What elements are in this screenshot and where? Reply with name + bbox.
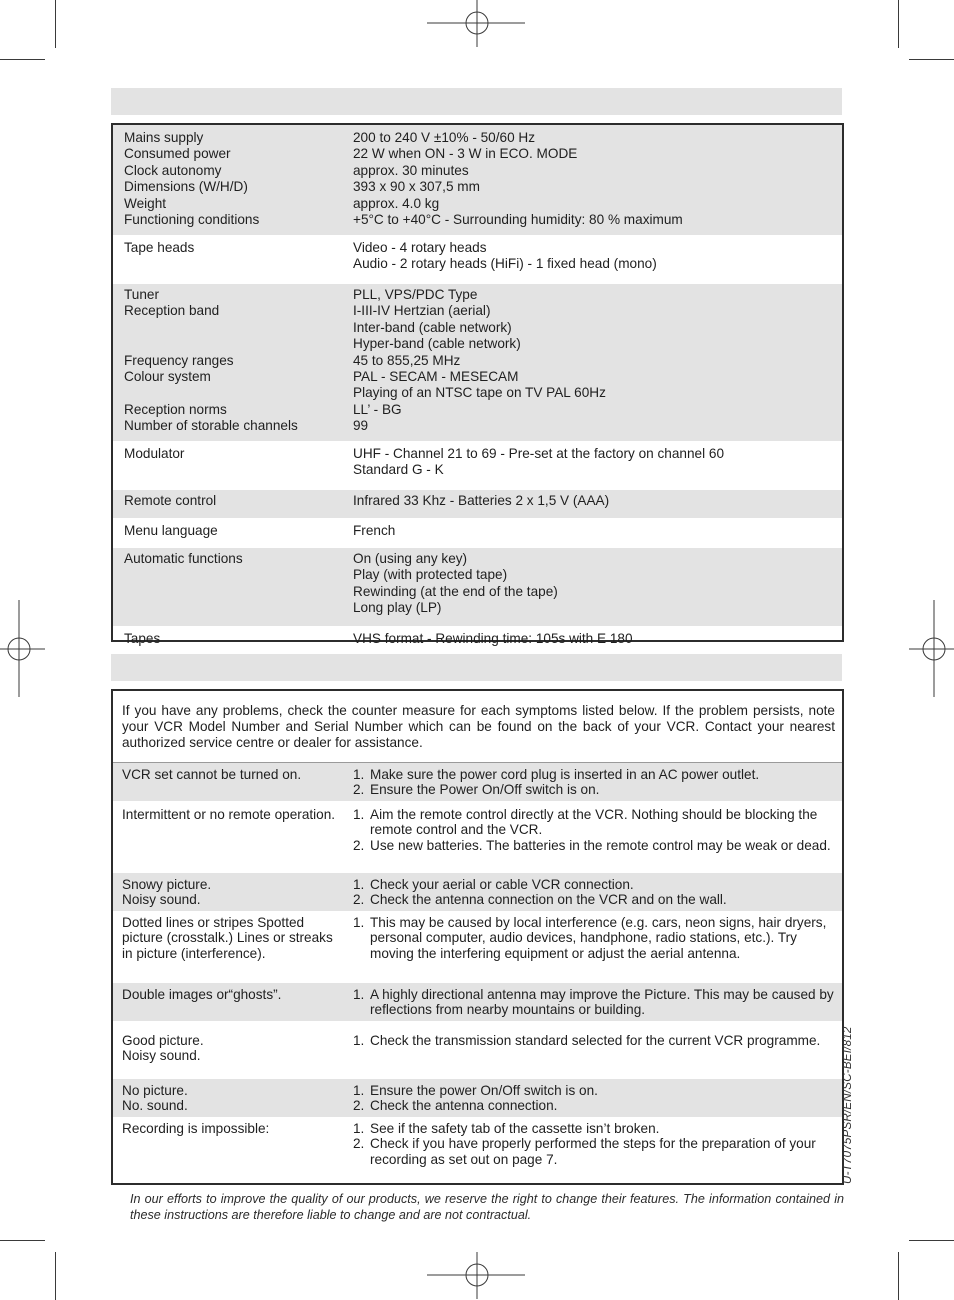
solution-item bbox=[353, 1136, 837, 1167]
symptom-text: Double images or“ghosts”. bbox=[122, 986, 282, 1002]
troubleshooting-intro: If you have any problems, check the counter measure for each symptoms listed below. If the problem persists, note your VCR Model Number and Serial Number which can be found on the back of your VCR. Contact your nearest authorized service centre or dealer for assistance. bbox=[122, 703, 835, 751]
solution-item bbox=[353, 1083, 837, 1099]
symptom-text: Good picture. bbox=[122, 1032, 204, 1048]
solution-number: 1. bbox=[353, 986, 365, 1002]
spec-value bbox=[353, 196, 439, 212]
solution-number: 1. bbox=[353, 876, 365, 892]
symptom bbox=[122, 987, 344, 1003]
spec-label bbox=[124, 402, 227, 418]
crop-mark bbox=[0, 59, 45, 60]
spec-label bbox=[124, 130, 203, 146]
solution-text: Make sure the power cord plug is inserted in an AC power outlet. bbox=[370, 766, 760, 782]
symptom-text: Noisy sound. bbox=[122, 1048, 201, 1064]
troubleshooting-table bbox=[111, 689, 844, 1185]
spec-label bbox=[124, 179, 248, 195]
spec-value bbox=[353, 551, 558, 617]
spec-value-text: 99 bbox=[353, 418, 369, 434]
solution-text: Check the transmission standard selected for the current VCR programme. bbox=[370, 1032, 821, 1048]
solution-text: Check if you have properly performed the steps for the preparation of your recording as set out on page 7. bbox=[370, 1136, 816, 1167]
spec-value bbox=[353, 402, 402, 418]
solution-list bbox=[353, 767, 837, 798]
solution-number: 2. bbox=[353, 782, 365, 798]
spec-value-text: 393 x 90 x 307,5 mm bbox=[353, 179, 480, 195]
solution-item bbox=[353, 1121, 837, 1137]
spec-value-text: 200 to 240 V ±10% - 50/60 Hz bbox=[353, 130, 536, 145]
crop-mark bbox=[55, 0, 56, 48]
solution-item bbox=[353, 767, 837, 783]
spec-value-text: Play (with protected tape) bbox=[353, 567, 508, 583]
solution-item bbox=[353, 1033, 837, 1049]
solution-text: Aim the remote control directly at the VCR. Nothing should be blocking the remote control and the VCR. bbox=[370, 806, 818, 838]
registration-mark-icon bbox=[0, 600, 46, 698]
spec-value bbox=[353, 523, 395, 539]
spec-label-text: Tuner bbox=[124, 287, 160, 302]
solution-item bbox=[353, 1098, 837, 1114]
spec-header-band bbox=[111, 88, 842, 115]
symptom-text: No picture. bbox=[122, 1082, 188, 1098]
symptom bbox=[122, 1083, 344, 1114]
spec-value bbox=[353, 240, 657, 273]
solution-item bbox=[353, 877, 837, 893]
troubleshooting-row bbox=[113, 983, 842, 1021]
spec-value bbox=[353, 446, 724, 479]
spec-label bbox=[124, 303, 219, 319]
spec-value-text: Rewinding (at the end of the tape) bbox=[353, 583, 558, 599]
spec-value-text: On (using any key) bbox=[353, 551, 468, 566]
solution-list bbox=[353, 987, 837, 1018]
spec-group bbox=[113, 518, 842, 546]
solution-list bbox=[353, 807, 837, 854]
spec-label-text: Dimensions (W/H/D) bbox=[124, 179, 248, 195]
symptom-text: VCR set cannot be turned on. bbox=[122, 766, 302, 782]
spec-value-text: Playing of an NTSC tape on TV PAL 60Hz bbox=[353, 385, 606, 401]
symptom-text: Noisy sound. bbox=[122, 892, 201, 908]
solution-list bbox=[353, 877, 837, 908]
solution-item bbox=[353, 838, 837, 854]
spec-label-text: Weight bbox=[124, 195, 167, 211]
solution-item bbox=[353, 915, 837, 962]
troubleshooting-row bbox=[113, 1117, 842, 1179]
solution-text: Ensure the power On/Off switch is on. bbox=[370, 1082, 598, 1098]
spec-value-text: approx. 4.0 kg bbox=[353, 195, 440, 211]
solution-text: Ensure the Power On/Off switch is on. bbox=[370, 782, 600, 798]
spec-value bbox=[353, 163, 469, 179]
spec-value-text: Infrared 33 Khz - Batteries 2 x 1,5 V (AAA) bbox=[353, 493, 610, 508]
spec-group bbox=[113, 626, 842, 654]
spec-value bbox=[353, 493, 609, 509]
spec-label-text: Number of storable channels bbox=[124, 418, 298, 434]
symptom bbox=[122, 807, 344, 823]
symptom bbox=[122, 1033, 344, 1064]
spec-value-text: LL’ - BG bbox=[353, 401, 402, 417]
spec-value-text: Audio - 2 rotary heads (HiFi) - 1 fixed head (mono) bbox=[353, 256, 657, 272]
crop-mark bbox=[898, 1252, 899, 1300]
spec-label-text: Frequency ranges bbox=[124, 352, 234, 368]
spec-label-text: Clock autonomy bbox=[124, 162, 222, 178]
spec-label-text: Reception norms bbox=[124, 401, 227, 417]
spec-label bbox=[124, 353, 234, 369]
spec-label bbox=[124, 212, 259, 228]
spec-value-text: approx. 30 minutes bbox=[353, 162, 469, 178]
spec-group bbox=[113, 235, 842, 282]
crop-mark bbox=[55, 1252, 56, 1300]
solution-number: 1. bbox=[353, 1032, 365, 1048]
spec-value-text: 45 to 855,25 MHz bbox=[353, 352, 461, 368]
registration-mark-icon bbox=[427, 0, 527, 48]
spec-label bbox=[124, 196, 166, 212]
document-code: U-T7075PSR/EN/SC-BEI/812 bbox=[841, 1026, 854, 1184]
spec-group bbox=[113, 282, 842, 441]
spec-value-text: I-III-IV Hertzian (aerial) bbox=[353, 303, 491, 319]
solution-number: 1. bbox=[353, 914, 365, 930]
spec-value bbox=[353, 418, 368, 434]
registration-mark-icon bbox=[908, 600, 954, 698]
spec-label-text: Reception band bbox=[124, 303, 220, 319]
solution-list bbox=[353, 915, 837, 962]
spec-value-text: +5°C to +40°C - Surrounding humidity: 80 % maximum bbox=[353, 212, 683, 227]
troubleshooting-row bbox=[113, 911, 842, 983]
spec-value-text: Inter-band (cable network) bbox=[353, 319, 512, 335]
spec-label bbox=[124, 551, 243, 567]
spec-label bbox=[124, 493, 216, 509]
spec-group bbox=[113, 125, 842, 235]
spec-value bbox=[353, 369, 606, 402]
crop-mark bbox=[0, 1240, 45, 1241]
spec-label bbox=[124, 287, 159, 303]
specifications-table bbox=[111, 123, 844, 646]
solution-list bbox=[353, 1083, 837, 1114]
solution-number: 1. bbox=[353, 806, 365, 822]
solution-text: Check the antenna connection. bbox=[370, 1098, 558, 1114]
spec-value bbox=[353, 212, 683, 228]
spec-label-text: Functioning conditions bbox=[124, 212, 260, 227]
troubleshooting-row bbox=[113, 1021, 842, 1079]
symptom bbox=[122, 877, 344, 908]
spec-group bbox=[113, 441, 842, 488]
crop-mark bbox=[909, 1240, 954, 1241]
spec-label bbox=[124, 369, 211, 385]
symptom-text: Intermittent or no remote operation. bbox=[122, 806, 336, 822]
crop-mark bbox=[909, 59, 954, 60]
solution-number: 1. bbox=[353, 1082, 365, 1098]
symptom bbox=[122, 767, 344, 783]
troubleshooting-row bbox=[113, 801, 842, 873]
solution-list bbox=[353, 1033, 837, 1049]
solution-list bbox=[353, 1121, 837, 1168]
spec-value bbox=[353, 179, 480, 195]
solution-item bbox=[353, 892, 837, 908]
registration-mark-icon bbox=[427, 1252, 527, 1300]
solution-text: Check your aerial or cable VCR connection. bbox=[370, 876, 634, 892]
spec-label bbox=[124, 446, 184, 462]
spec-value bbox=[353, 146, 577, 162]
spec-label-text: Remote control bbox=[124, 493, 217, 508]
solution-number: 2. bbox=[353, 1136, 365, 1152]
solution-number: 1. bbox=[353, 766, 365, 782]
disclaimer-note: In our efforts to improve the quality of our products, we reserve the right to change their features. The information contained in these instructions are therefore liable to change and are not contractual. bbox=[130, 1192, 844, 1223]
spec-value-text: Long play (LP) bbox=[353, 600, 442, 616]
troubleshooting-header-band bbox=[111, 654, 842, 681]
solution-text: This may be caused by local interference (e.g. cars, neon signs, hair dryers, personal computer, audio devices, handphone, radio stations, etc.). Try moving the interfering equipment or adjust the aerial antenna. bbox=[370, 914, 827, 961]
spec-label-text: Menu language bbox=[124, 523, 218, 538]
spec-label-text: Automatic functions bbox=[124, 551, 243, 566]
solution-text: See if the safety tab of the cassette isn’t broken. bbox=[370, 1120, 660, 1136]
spec-label-text: Modulator bbox=[124, 446, 185, 461]
symptom-text: Dotted lines or stripes Spotted picture (crosstalk.) Lines or streaks in picture (interference). bbox=[122, 914, 333, 961]
solution-text: Use new batteries. The batteries in the remote control may be weak or dead. bbox=[370, 837, 831, 853]
spec-value-text: PAL - SECAM - MESECAM bbox=[353, 369, 519, 384]
symptom bbox=[122, 1121, 344, 1137]
spec-label-text: Tape heads bbox=[124, 240, 195, 255]
solution-text: A highly directional antenna may improve the Picture. This may be caused by reflections from nearby mountains or building. bbox=[370, 986, 834, 1018]
solution-number: 2. bbox=[353, 837, 365, 853]
spec-group bbox=[113, 488, 842, 518]
spec-value-text: Hyper-band (cable network) bbox=[353, 336, 521, 352]
spec-value-text: PLL, VPS/PDC Type bbox=[353, 287, 478, 302]
solution-number: 2. bbox=[353, 892, 365, 908]
troubleshooting-row bbox=[113, 762, 842, 801]
solution-item bbox=[353, 987, 837, 1018]
spec-value-text: Video - 4 rotary heads bbox=[353, 240, 487, 255]
spec-value bbox=[353, 631, 633, 647]
spec-value bbox=[353, 130, 535, 146]
spec-value bbox=[353, 287, 477, 303]
spec-value-text: UHF - Channel 21 to 69 - Pre-set at the factory on channel 60 bbox=[353, 446, 725, 461]
spec-label-text: Consumed power bbox=[124, 146, 231, 162]
spec-label bbox=[124, 146, 231, 162]
spec-value-text: 22 W when ON - 3 W in ECO. MODE bbox=[353, 146, 578, 162]
spec-value-text: French bbox=[353, 523, 396, 538]
solution-number: 1. bbox=[353, 1120, 365, 1136]
symptom-text: Recording is impossible: bbox=[122, 1120, 270, 1136]
solution-text: Check the antenna connection on the VCR and on the wall. bbox=[370, 892, 727, 908]
spec-value bbox=[353, 353, 460, 369]
symptom-text: Snowy picture. bbox=[122, 876, 212, 892]
symptom bbox=[122, 915, 344, 962]
spec-label bbox=[124, 418, 298, 434]
crop-mark bbox=[898, 0, 899, 48]
spec-value-text: Standard G - K bbox=[353, 462, 444, 478]
spec-label-text: Mains supply bbox=[124, 130, 204, 145]
spec-label bbox=[124, 631, 160, 647]
solution-number: 2. bbox=[353, 1098, 365, 1114]
spec-value-text: VHS format - Rewinding time: 105s with E 180 bbox=[353, 631, 633, 646]
spec-label-text: Colour system bbox=[124, 369, 211, 384]
solution-item bbox=[353, 782, 837, 798]
troubleshooting-row bbox=[113, 873, 842, 911]
symptom-text: No. sound. bbox=[122, 1098, 188, 1114]
spec-value bbox=[353, 303, 521, 352]
spec-group bbox=[113, 546, 842, 626]
troubleshooting-row bbox=[113, 1079, 842, 1117]
spec-label bbox=[124, 523, 218, 539]
solution-item bbox=[353, 807, 837, 838]
spec-label bbox=[124, 240, 194, 256]
spec-label bbox=[124, 163, 221, 179]
spec-label-text: Tapes bbox=[124, 631, 161, 646]
